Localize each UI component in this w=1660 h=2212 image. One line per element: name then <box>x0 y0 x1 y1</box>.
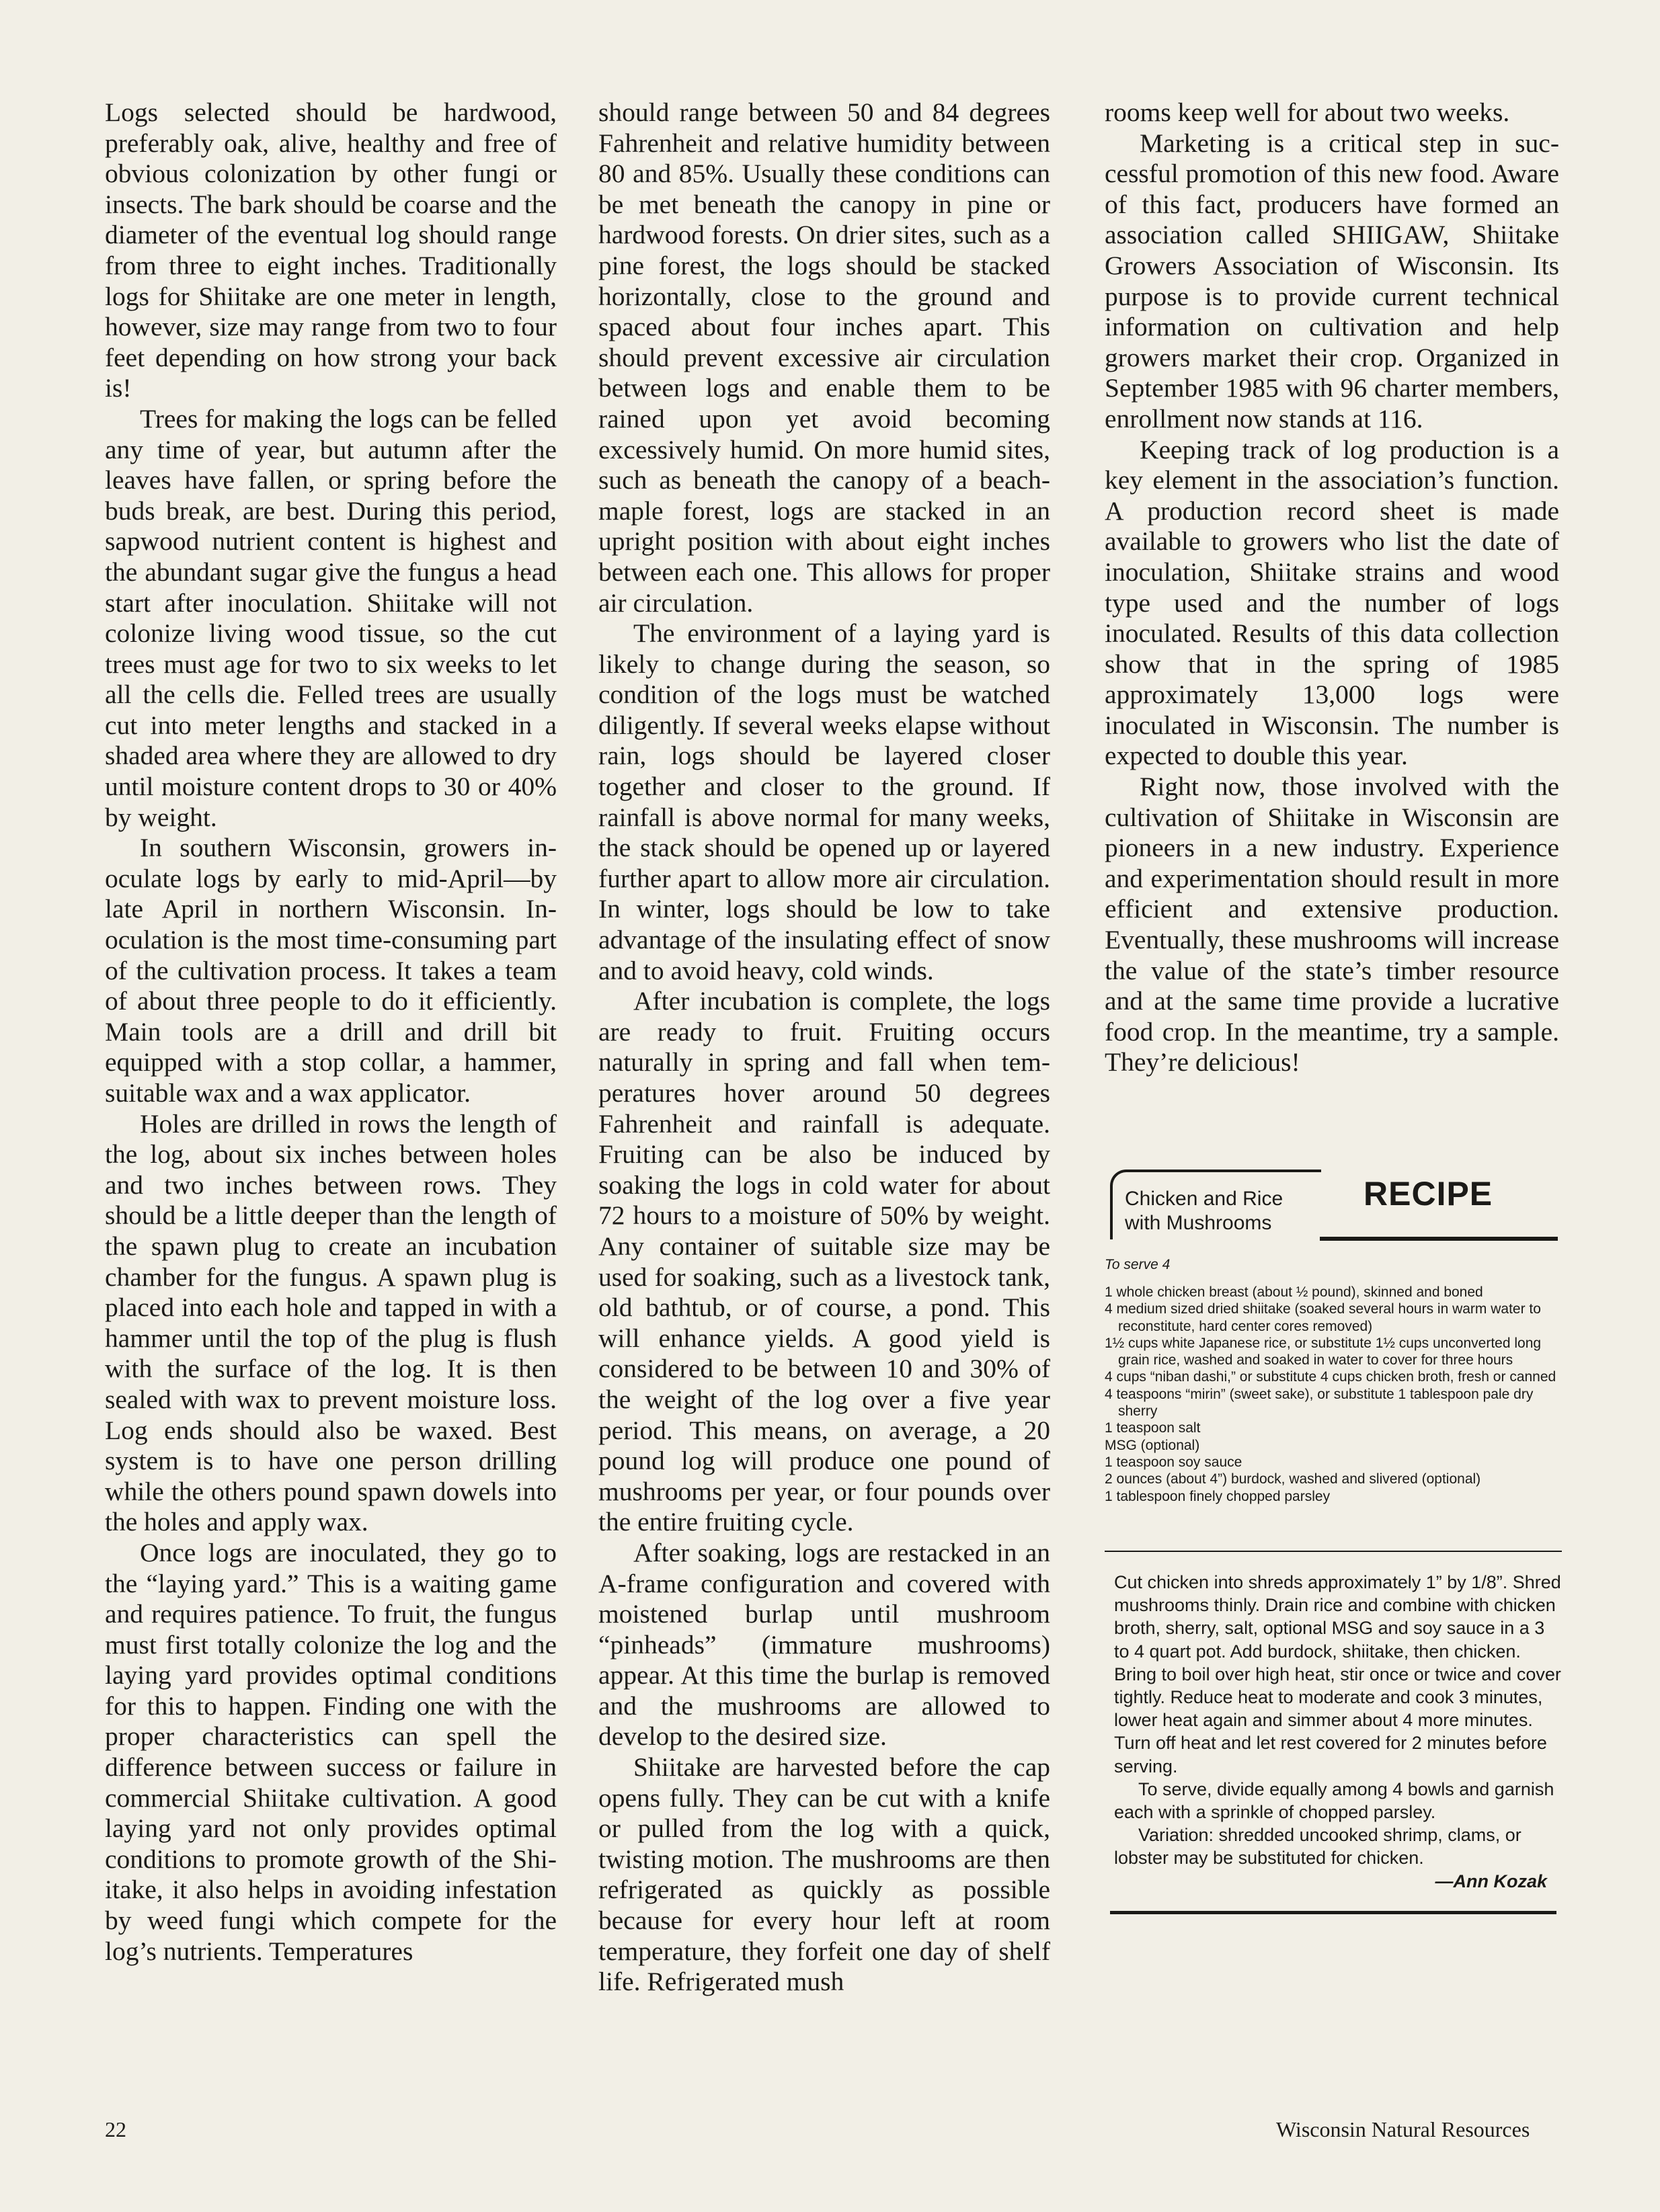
paragraph: Trees for making the logs can be felled any time of year, but autumn after the leaves have fallen, or spring before the buds break, are best. During this period, sapwood nutrient content is highest and the abundant sugar give the fungus a head start after inoculation. Shiitake will not colonize living wood tissue, so the cut trees must age for two to six weeks to let all the cells die. Felled trees are usually cut into meter lengths and stacked in a shaded area where they are allowed to dry until moisture content drops to 30 or 40% by weight. <box>105 403 557 832</box>
paragraph: Logs selected should be hardwood, preferably oak, alive, healthy and free of obvious colonization by other fungi or insects. The bark should be coarse and the diameter of the eventual log should range from three to eight inches. Traditionally logs for Shiitake are one meter in length, however, size may range from two to four feet depending on how strong your back is! <box>105 97 557 403</box>
recipe-top-rule <box>1320 1237 1558 1241</box>
recipe-author: —Ann Kozak <box>1435 1871 1547 1891</box>
recipe-title-box <box>1110 1170 1321 1239</box>
recipe-title-line-2: with Mushrooms <box>1125 1212 1272 1234</box>
publication-name: Wisconsin Natural Resources <box>1276 2117 1530 2141</box>
paragraph: The environment of a laying yard is likely to change during the season, so condition of the logs must be watched diligently. If several weeks elapse without rain, logs should be layered closer together and closer to the ground. If rainfall is above normal for many weeks, the stack should be opened up or layered further apart to allow more air circulation. In winter, logs should be low to take advantage of the insulating effect of snow and to avoid heavy, cold winds. <box>598 618 1050 985</box>
recipe-divider <box>1105 1551 1562 1552</box>
paragraph: Right now, those involved with the cultivation of Shiitake in Wisconsin are pioneers in a new industry. Experience and experimentation should result in more efficient and extensive production. Eventually, these mushrooms will increase the value of the state’s timber resource and at the same time provide a lucrative food crop. In the meantime, try a sample. They’re delicious! <box>1105 772 1559 1077</box>
page-number: 22 <box>105 2117 126 2141</box>
paragraph: should range between 50 and 84 degrees Fahrenheit and relative humidity between 80 and 85%. Usually these conditions can be met beneath the canopy in pine or hardwood forests. On drier sites, such as a pine forest, the logs should be stacked horizontally, close to the ground and spaced about four inches apart. This should prevent excessive air circulation between logs and enable them to be rained upon yet avoid becoming excessively humid. On more humid sites, such as beneath the canopy of a beach-maple forest, logs are stacked in an upright position with about eight inches between each one. This allows for proper air circulation. <box>598 97 1050 618</box>
recipe-title <box>1125 1187 1283 1235</box>
ingredient-item: 1 tablespoon finely chopped parsley <box>1105 1488 1331 1504</box>
article-column-1 <box>105 97 557 1967</box>
ingredient-item: 1 teaspoon salt <box>1105 1420 1201 1436</box>
ingredient-item: MSG (optional) <box>1105 1437 1200 1453</box>
paragraph: Marketing is a critical step in successful promotion of this new food. Aware of this fact, producers have formed an association called SHIIGAW, Shiitake Growers Association of Wisconsin. Its purpose is to provide current technical information on cultivation and help growers market their crop. Organized in September 1985 with 96 charter members, enrollment now stands at 116. <box>1105 128 1559 434</box>
paragraph: After soaking, logs are restacked in an A-frame configuration and covered with moistened burlap until mushroom “pinheads” (immature mushrooms) appear. At this time the burlap is removed and the mushrooms are allowed to develop to the desired size. <box>598 1537 1050 1752</box>
paragraph: Once logs are inoculated, they go to the “laying yard.” This is a waiting game and requires patience. To fruit, the fungus must first totally colonize the log and the laying yard provides optimal conditions for this to happen. Finding one with the proper characteristics can spell the difference between success or failure in commercial Shiitake cultivation. A good laying yard not only provides optimal conditions to promote growth of the Shiitake, it also helps in avoiding infestation by weed fungi which compete for the log’s nutrients. Temperatures <box>105 1537 557 1966</box>
direction-paragraph: Variation: shredded uncooked shrimp, clams, or lobster may be substituted for chicken. <box>1114 1825 1521 1869</box>
direction-paragraph: Cut chicken into shreds approximately 1” by 1/8”. Shred mushrooms thinly. Drain rice and combine with chicken broth, sherry, salt, optional MSG and soy sauce in a 3 to 4 quart pot. Add burdock, shiitake, then chicken. Bring to boil over high heat, stir once or twice and cover tightly. Reduce heat to moderate and cook 3 minutes, lower heat again and simmer about 4 more minutes. Turn off heat and let rest covered for 2 minutes before serving. <box>1114 1572 1561 1776</box>
paragraph: Holes are drilled in rows the length of the log, about six inches between holes and two inches between rows. They should be a little deeper than the length of the spawn plug to create an incubation chamber for the fungus. A spawn plug is placed into each hole and tapped in with a hammer until the top of the plug is flush with the surface of the log. It is then sealed with wax to prevent moisture loss. Log ends should also be waxed. Best system is to have one person drilling while the others pound spawn dowels into the holes and apply wax. <box>105 1108 557 1537</box>
recipe-title-line-1: Chicken and Rice <box>1125 1188 1283 1210</box>
recipe-bottom-rule <box>1110 1911 1556 1914</box>
article-column-2 <box>598 97 1050 1998</box>
ingredient-item: 1 whole chicken breast (about ½ pound), skinned and boned <box>1105 1284 1483 1300</box>
paragraph: Shiitake are harvested before the cap opens fully. They can be cut with a knife or pulled from the log with a quick, twisting motion. The mushrooms are then refrigerated as quickly as possible because for every hour left at room temperature, they forfeit one day of shelf life. Refrigerated mush <box>598 1752 1050 1997</box>
ingredient-item: 1½ cups white Japanese rice, or substitute 1½ cups unconverted long grain rice, washed and soaked in water to cover for three hours <box>1105 1335 1542 1368</box>
recipe-servings: To serve 4 <box>1105 1257 1171 1272</box>
recipe-directions <box>1114 1571 1562 1893</box>
ingredient-item: 1 teaspoon soy sauce <box>1105 1454 1242 1470</box>
paragraph: After incubation is complete, the logs are ready to fruit. Fruiting occurs naturally in spring and fall when temperatures hover around 50 degrees Fahrenheit and rainfall is adequate. Fruiting can be also be induced by soaking the logs in cold water for about 72 hours to a moisture of 50% by weight. Any container of suitable size may be used for soaking, such as a livestock tank, old bathtub, or of course, a pond. This will enhance yields. A good yield is considered to be between 10 and 30% of the weight of the log over a five year period. This means, on average, a 20 pound log will produce one pound of mushrooms per year, or four pounds over the entire fruiting cycle. <box>598 986 1050 1537</box>
ingredient-item: 4 cups “niban dashi,” or substitute 4 cups chicken broth, fresh or canned <box>1105 1369 1556 1385</box>
paragraph: rooms keep well for about two weeks. <box>1105 97 1510 127</box>
ingredient-item: 2 ounces (about 4”) burdock, washed and slivered (optional) <box>1105 1471 1481 1487</box>
ingredient-list <box>1105 1284 1562 1505</box>
paragraph: In southern Wisconsin, growers inoculate logs by early to mid-April—by late April in northern Wisconsin. Inoculation is the most time-consuming part of the cultivation process. It takes a team of about three people to do it efficiently. Main tools are a drill and drill bit equipped with a stop collar, a hammer, suitable wax and a wax applicator. <box>105 833 557 1108</box>
ingredient-item: 4 teaspoons “mirin” (sweet sake), or substitute 1 tablespoon pale dry sherry <box>1105 1386 1534 1420</box>
recipe-heading: RECIPE <box>1363 1175 1493 1213</box>
ingredient-item: 4 medium sized dried shiitake (soaked several hours in warm water to reconstitute, hard center cores removed) <box>1105 1301 1541 1334</box>
direction-paragraph: To serve, divide equally among 4 bowls and garnish each with a sprinkle of chopped parsley. <box>1114 1778 1554 1823</box>
paragraph: Keeping track of log production is a key element in the association’s function. A production record sheet is made available to growers who list the date of inoculation, Shiitake strains and wood type used and the number of logs inoculated. Results of this data collection show that in the spring of 1985 approximately 13,000 logs were inoculated in Wisconsin. The number is expected to double this year. <box>1105 434 1559 771</box>
article-column-3 <box>1105 97 1559 1078</box>
